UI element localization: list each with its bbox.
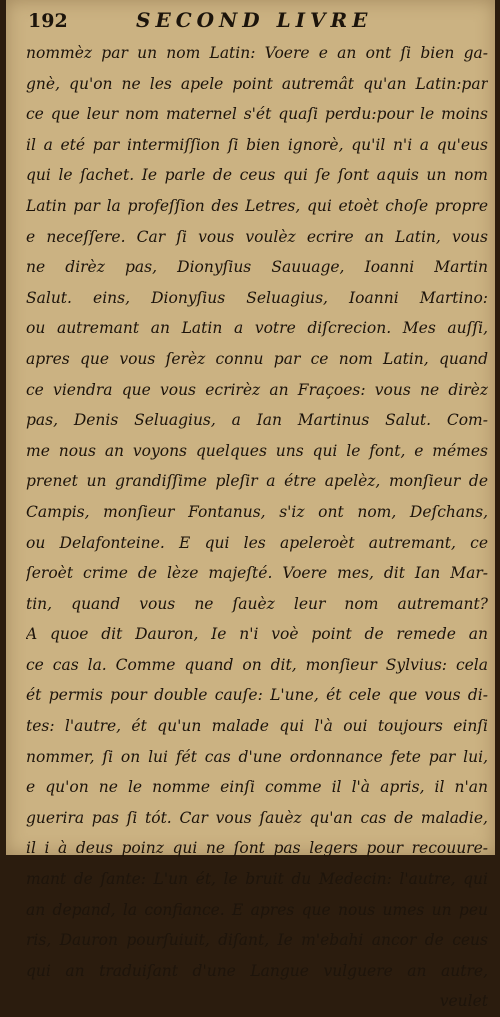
body-text	[26, 38, 488, 1017]
text-line: gnè, qu'on ne les apele point autremât qu'an Latin:par	[26, 74, 488, 93]
text-line: Latin par la profeſſion des Letres, qui etoèt choſe propre	[26, 196, 488, 215]
text-line: tin, quand vous ne ſauèz leur nom autremant?	[26, 594, 488, 613]
text-line: Campis, monſieur Fontanus, s'iz ont nom, Deſchans,	[26, 502, 488, 521]
book-page	[6, 0, 495, 1011]
text-line: nommèz par un nom Latin: Voere e an ont ſi bien ga-	[26, 44, 488, 62]
text-line: Salut. eins, Dionyſius Seluagius, Ioanni Martino:	[26, 288, 488, 307]
page-header	[6, 6, 495, 34]
text-line: il i à deus poinz qui ne ſont pas legers pour recouure-	[26, 839, 488, 858]
text-line: prenet un grandiſſime pleſir a étre apelèz, monſieur de	[26, 472, 488, 491]
text-line: e neceſſere. Car ſi vous voulèz ecrire an Latin, vous	[26, 227, 488, 246]
text-line: pas, Denis Seluagius, a Ian Martinus Salut. Com-	[26, 411, 488, 430]
text-line: e qu'on ne le nomme einſi comme il l'à apris, il n'an	[26, 778, 488, 797]
text-line: ce cas la. Comme quand on dit, monſieur Sylvius: cela	[26, 655, 488, 674]
text-line: qui le ſachet. Ie parle de ceus qui ſe ſont aquis un nom	[26, 166, 488, 185]
text-line: guerira pas ſi tót. Car vous ſauèz qu'an cas de maladie,	[26, 808, 488, 827]
text-line: mant de ſante: L'un ét, le bruit du Medecin: l'autre, qui	[26, 870, 488, 889]
text-line: il a eté par intermiſſion ſi bien ignorè, qu'il n'i a qu'eus	[26, 135, 488, 154]
text-line: ce que leur nom maternel s'ét quaſi perdu:pour le moins	[26, 105, 488, 124]
text-line: nommer, ſi on lui fét cas d'une ordonnance fete par lui,	[26, 747, 488, 766]
text-line: A quoe dit Dauron, Ie n'i voè point de remede an	[26, 625, 488, 644]
text-line: ris, Dauron pourſuiuit, diſant, Ie m'ebahi ancor de ceus	[26, 931, 488, 950]
text-line: ou autremant an Latin a votre diſcrecion. Mes auſſi,	[26, 319, 488, 338]
page-number: 192	[28, 10, 68, 32]
text-line: tes: l'autre, ét qu'un malade qui l'à oui toujours einſi	[26, 717, 488, 736]
text-line: an depand, la confiance. E apres que nous umes un peu	[26, 900, 488, 919]
text-line: apres que vous ſerèz connu par ce nom Latin, quand	[26, 349, 488, 368]
text-line: ét permis pour double cauſe: L'une, ét cele que vous di-	[26, 686, 488, 705]
text-line: ou Delafonteine. E qui les apeleroèt autremant, ce	[26, 533, 488, 552]
text-line: qui an traduiſant d'une Langue vulguere an autre,	[26, 961, 488, 980]
text-line: me nous an voyons quelques uns qui le font, e mémes	[26, 441, 488, 460]
text-line: ne dirèz pas, Dionyſius Sauuage, Ioanni Martin	[26, 258, 488, 277]
catchword: veulet	[439, 992, 488, 1011]
text-line: ſeroèt crime de lèze majeſté. Voere mes, dit Ian Mar-	[26, 564, 488, 583]
running-head: SECOND LIVRE	[136, 8, 373, 32]
text-line: ce viendra que vous ecrirèz an Fraçoes: vous ne dirèz	[26, 380, 488, 399]
